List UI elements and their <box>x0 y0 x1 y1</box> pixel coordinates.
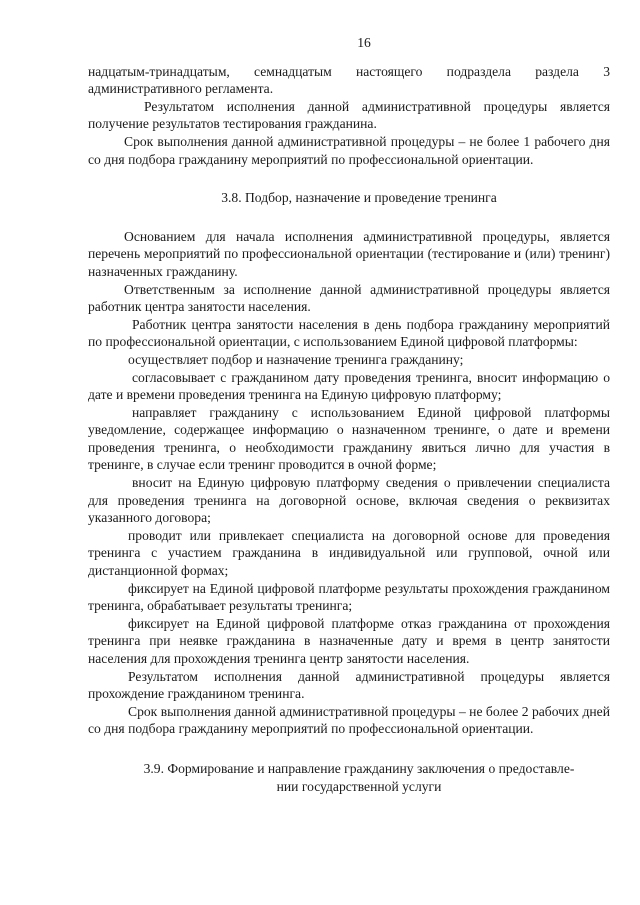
list-item-conduct-training: проводит или привлекает специалиста на договорной основе для проведения тренинга с участием гражданина в индивидуальной или групповой, очной или дистанционной формах; <box>88 527 610 579</box>
paragraph-deadline-training: Срок выполнения данной административной процедуры – не более 2 рабочих дней со дня подбора гражданину мероприятий по профессиональной ориентации. <box>88 703 610 737</box>
list-item-agree-date: согласовывает с гражданином дату проведения тренинга, вносит информацию о дате и времени проведения тренинга на Единую цифровую платформу; <box>88 369 610 403</box>
paragraph-deadline-testing: Срок выполнения данной административной процедуры – не более 1 рабочего дня со дня подбора гражданину мероприятий по профессиональной ориентации. <box>88 133 610 167</box>
paragraph-continuation: надцатым-тринадцатым, семнадцатым настоящего подраздела раздела 3 административного регламента. <box>88 63 610 97</box>
section-heading-3-8: 3.8. Подбор, назначение и проведение тренинга <box>221 190 497 206</box>
section-continuation <box>88 63 610 169</box>
section-heading-3-9 <box>88 760 610 795</box>
paragraph-employee-actions: Работник центра занятости населения в день подбора гражданину мероприятий по профессиональной ориентации, с использованием Единой цифровой платформы: <box>88 316 610 350</box>
section-heading-3-9-line2: нии государственной услуги <box>276 778 442 794</box>
list-item-specialist-info: вносит на Единую цифровую платформу сведения о привлечении специалиста для проведения тренинга на договорной основе, включая сведения о реквизитах указанного договора; <box>88 475 610 526</box>
paragraph-result-testing: Результатом исполнения данной административной процедуры является получение результатов тестирования гражданина. <box>88 98 610 132</box>
list-item-record-refusal: фиксирует на Единой цифровой платформе отказ гражданина от прохождения тренинга при неявке гражданина в назначенные дату и время в центр занятости населения для прохождения тренинга центр занятости населения. <box>88 615 610 666</box>
list-item-record-results: фиксирует на Единой цифровой платформе результаты прохождения гражданином тренинга, обрабатывает результаты тренинга; <box>88 580 610 614</box>
paragraph-responsible: Ответственным за исполнение данной административной процедуры является работник центра занятости населения. <box>88 281 610 315</box>
paragraph-basis: Основанием для начала исполнения административной процедуры, является перечень мероприятий по профессиональной ориентации (тестирование и (или) тренинг) назначенных гражданину. <box>88 228 610 279</box>
section-3-8-body <box>88 228 610 738</box>
section-heading-3-9-line1: 3.9. Формирование и направление гражданину заключения о предоставле- <box>143 760 575 776</box>
list-item-notification: направляет гражданину с использованием Единой цифровой платформы уведомление, содержащее информацию о назначенном тренинге, о дате и времени проведения тренинга, о необходимости гражданину явиться лично для участия в тренинге, в случае если тренинг проводится в очной форме; <box>88 404 610 473</box>
paragraph-result-training: Результатом исполнения данной административной процедуры является прохождение гражданином тренинга. <box>88 668 610 702</box>
page-number: 16 <box>357 35 371 50</box>
list-item-selection: осуществляет подбор и назначение тренинга гражданину; <box>128 351 464 367</box>
